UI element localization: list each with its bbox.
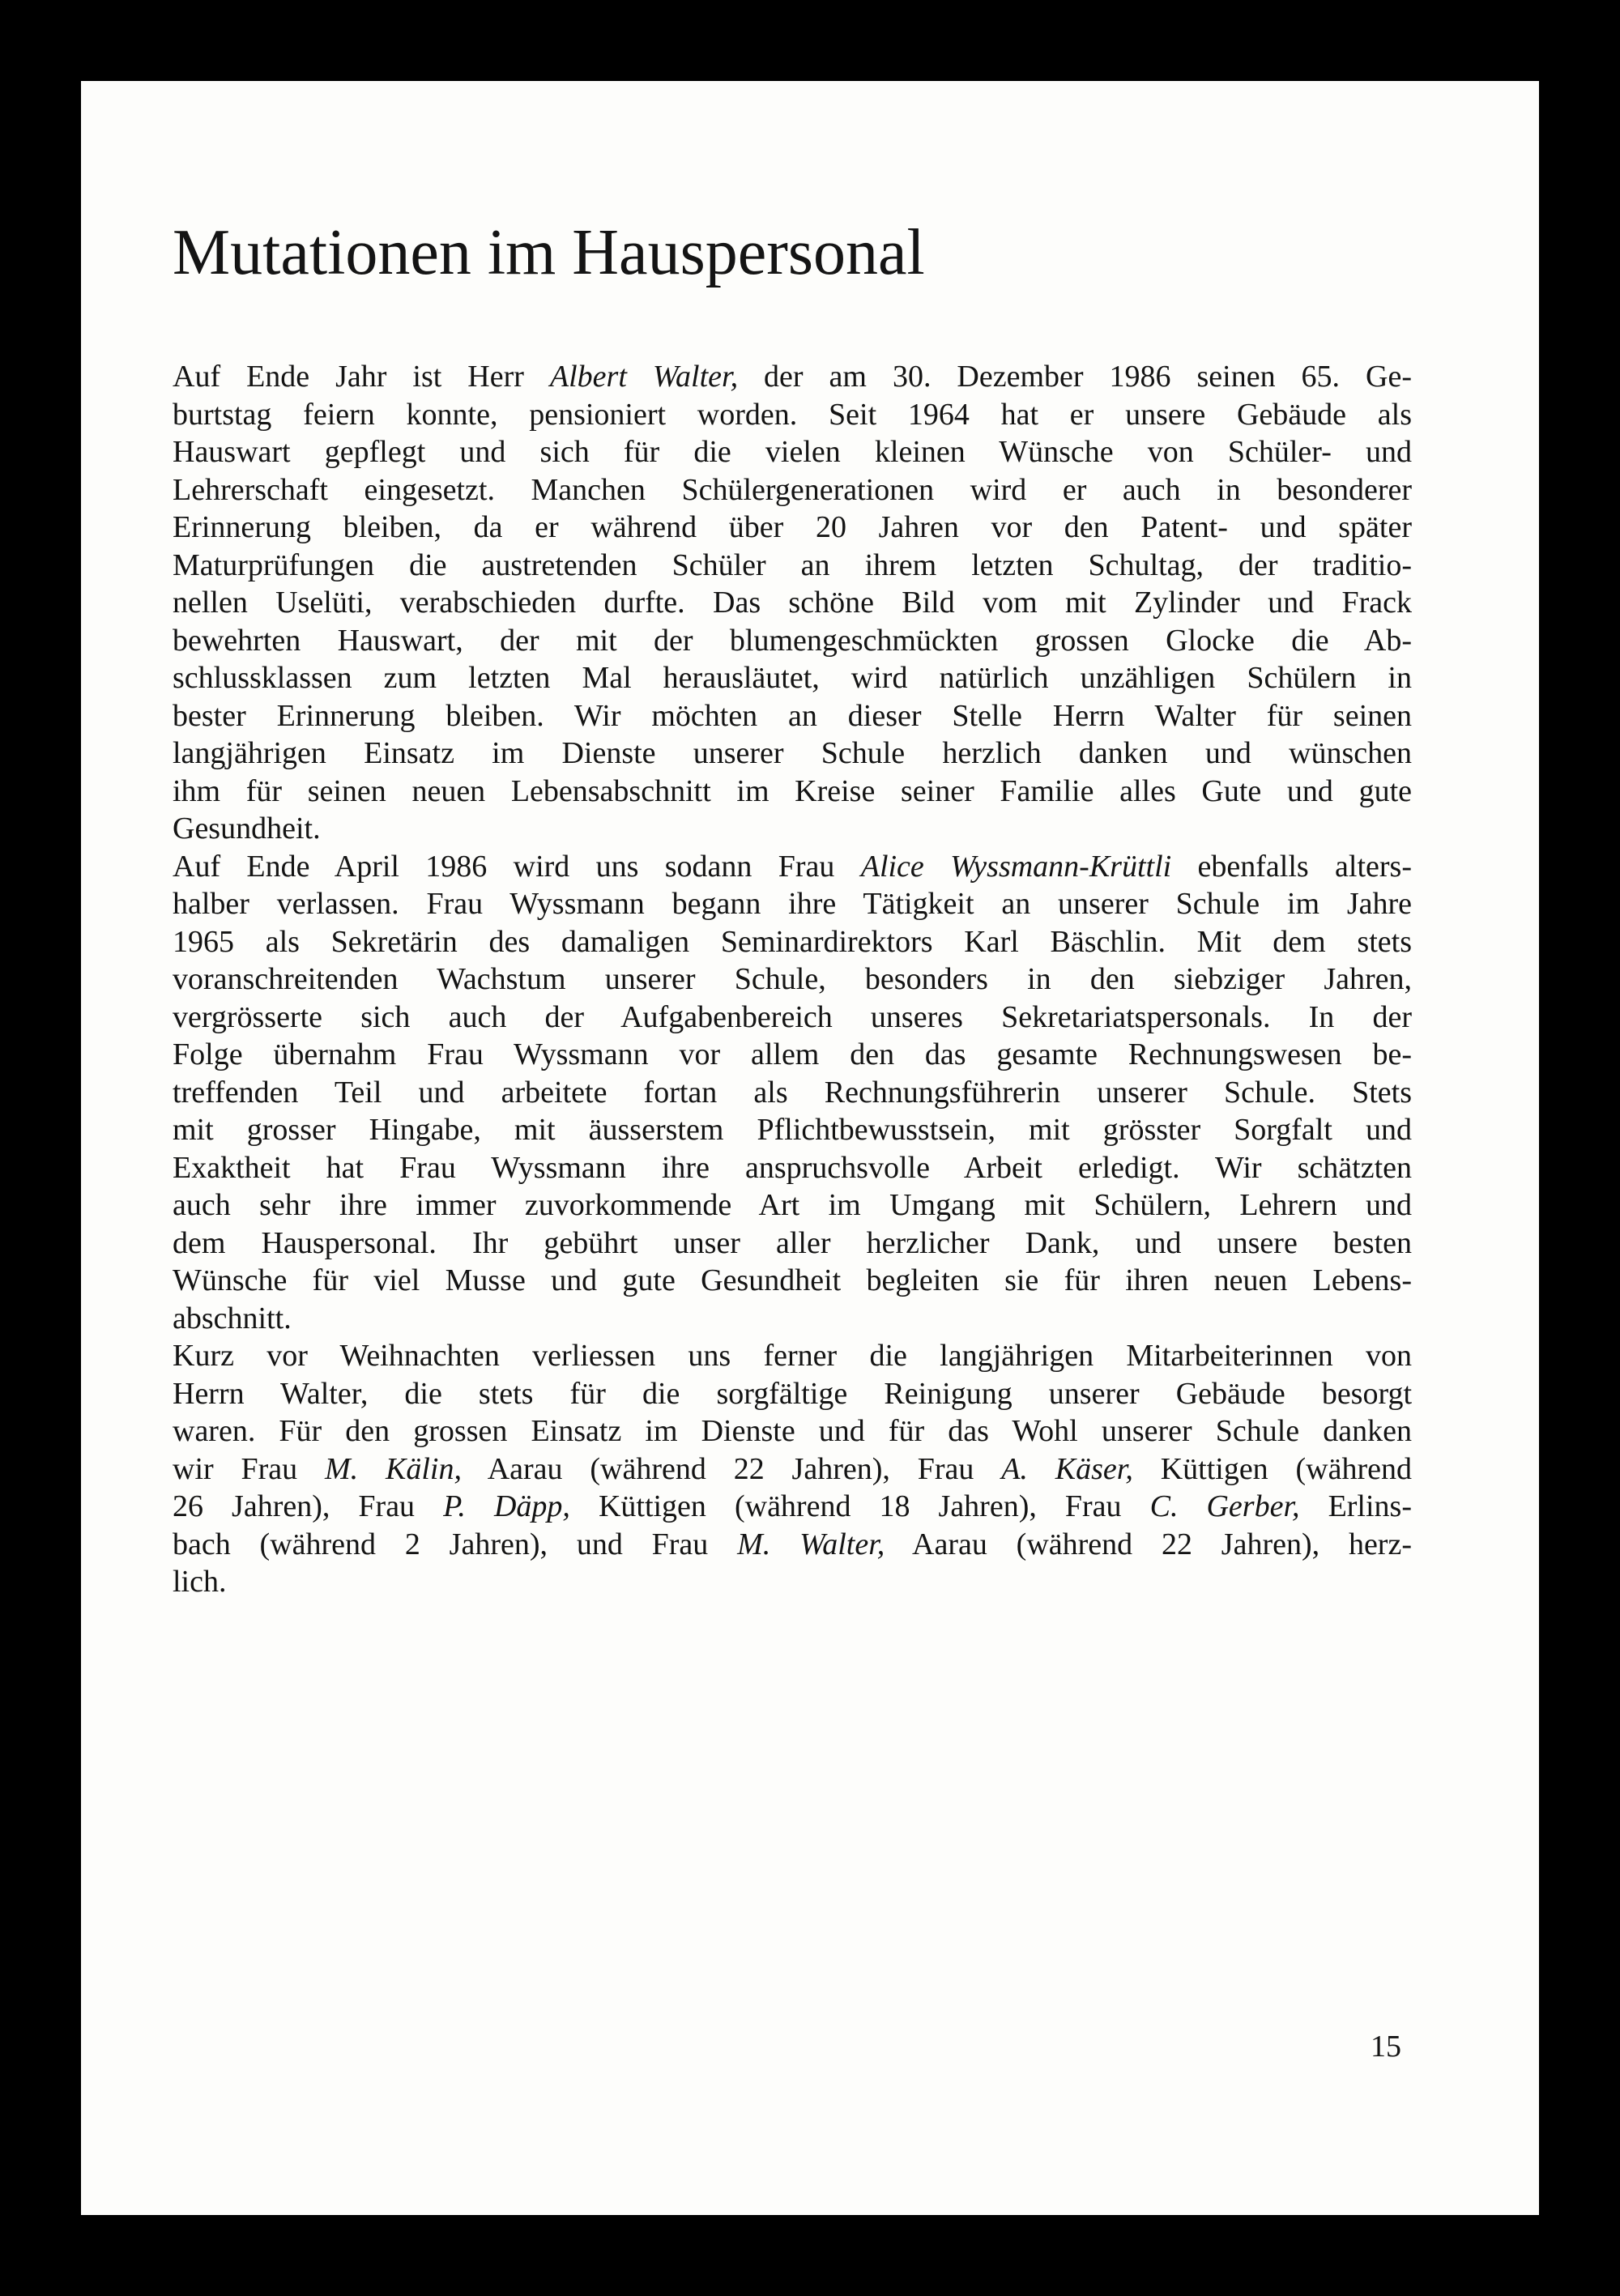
text-line <box>173 923 1412 961</box>
text-run: Maturprüfungen die austretenden Schüler an ihrem letzten Schultag, der traditio- <box>173 547 1412 582</box>
text-run: Kurz vor Weihnachten verliessen uns ferner die langjährigen Mitarbeiterinnen von <box>173 1339 1412 1373</box>
text-run: ihm für seinen neuen Lebensabschnitt im Kreise seiner Familie alles Gute und gute <box>173 773 1412 808</box>
text-run: 1965 als Sekretärin des damaligen Seminardirektors Karl Bäschlin. Mit dem stets <box>173 924 1412 959</box>
text-run: Gesundheit. <box>173 811 321 846</box>
text-run: vergrösserte sich auch der Aufgabenbereich unseres Sekretariatspersonals. In der <box>173 999 1412 1034</box>
text-line <box>173 1337 1412 1375</box>
text-line <box>173 622 1412 660</box>
text-line <box>173 584 1412 622</box>
text-run: Wünsche für viel Musse und gute Gesundheit begleiten sie für ihren neuen Lebens- <box>173 1263 1412 1297</box>
text-line <box>173 1412 1412 1450</box>
text-line <box>173 471 1412 509</box>
text-line <box>173 1074 1412 1112</box>
text-run: bach (während 2 Jahren), und Frau <box>173 1527 738 1561</box>
text-line <box>173 1563 1412 1601</box>
text-line <box>173 1300 1412 1338</box>
text-line <box>173 735 1412 773</box>
text-line <box>173 1262 1412 1300</box>
text-run: Folge übernahm Frau Wyssmann vor allem den das gesamte Rechnungswesen be- <box>173 1037 1412 1071</box>
text-run: dem Hauspersonal. Ihr gebührt unser aller herzlicher Dank, und unsere besten <box>173 1225 1412 1260</box>
text-line <box>173 1526 1412 1564</box>
text-line <box>173 1149 1412 1187</box>
text-run: der am 30. Dezember 1986 seinen 65. Ge- <box>738 360 1412 394</box>
page-title: Mutationen im Hauspersonal <box>173 217 925 288</box>
text-line <box>173 396 1412 434</box>
italic-name: P. Däpp, <box>443 1489 570 1523</box>
text-line <box>173 1111 1412 1149</box>
text-run: abschnitt. <box>173 1301 292 1335</box>
text-run: lich. <box>173 1565 227 1599</box>
italic-name: Albert Walter, <box>549 360 739 394</box>
text-run: langjährigen Einsatz im Dienste unserer Schule herzlich danken und wünschen <box>173 736 1412 770</box>
text-run: bewehrten Hauswart, der mit der blumengeschmückten grossen Glocke die Ab- <box>173 623 1412 658</box>
text-run: voranschreitenden Wachstum unserer Schule, besonders in den siebziger Jahren, <box>173 962 1412 996</box>
text-run: Erinnerung bleiben, da er während über 20 Jahren vor den Patent- und später <box>173 510 1412 544</box>
text-run: wir Frau <box>173 1451 325 1486</box>
text-run: nellen Uselüti, verabschieden durfte. Das schöne Bild vom mit Zylinder und Frack <box>173 586 1412 620</box>
text-line <box>173 547 1412 585</box>
italic-name: M. Walter, <box>737 1527 885 1561</box>
text-line <box>173 433 1412 471</box>
italic-name: Alice Wyssmann-Krüttli <box>860 849 1172 884</box>
text-run: burtstag feiern konnte, pensioniert worden. Seit 1964 hat er unsere Gebäude als <box>173 397 1412 432</box>
text-line <box>173 697 1412 735</box>
text-run: Hauswart gepflegt und sich für die vielen kleinen Wünsche von Schüler- und <box>173 435 1412 469</box>
text-line <box>173 509 1412 547</box>
text-run: Aarau (während 22 Jahren), herz- <box>885 1527 1412 1561</box>
text-line <box>173 358 1412 396</box>
text-line <box>173 999 1412 1037</box>
text-line <box>173 1036 1412 1074</box>
text-line <box>173 810 1412 848</box>
text-line <box>173 848 1412 886</box>
text-run: Küttigen (während <box>1132 1451 1413 1486</box>
text-run: waren. Für den grossen Einsatz im Dienste und für das Wohl unserer Schule danken <box>173 1414 1412 1448</box>
text-run: auch sehr ihre immer zuvorkommende Art im Umgang mit Schülern, Lehrern und <box>173 1188 1412 1222</box>
text-run: ebenfalls alters- <box>1171 849 1412 884</box>
text-line <box>173 1225 1412 1263</box>
article-body <box>173 358 1412 1601</box>
text-run: Exaktheit hat Frau Wyssmann ihre anspruchsvolle Arbeit erledigt. Wir schätzten <box>173 1150 1412 1185</box>
text-line <box>173 961 1412 999</box>
text-run: Auf Ende April 1986 wird uns sodann Frau <box>173 849 861 884</box>
text-run: halber verlassen. Frau Wyssmann begann ihre Tätigkeit an unserer Schule im Jahre <box>173 887 1412 921</box>
text-run: schlussklassen zum letzten Mal herausläutet, wird natürlich unzähligen Schülern in <box>173 661 1412 695</box>
text-line <box>173 1186 1412 1225</box>
page-number: 15 <box>1371 2030 1401 2064</box>
text-line <box>173 1488 1412 1526</box>
italic-name: C. Gerber, <box>1149 1489 1300 1523</box>
italic-name: M. Kälin, <box>325 1451 462 1486</box>
text-run: Küttigen (während 18 Jahren), Frau <box>569 1489 1150 1523</box>
text-line <box>173 773 1412 811</box>
text-run: Erlins- <box>1299 1489 1412 1523</box>
document-page <box>81 81 1539 2215</box>
text-line <box>173 1450 1412 1489</box>
italic-name: A. Käser, <box>1001 1451 1133 1486</box>
text-run: mit grosser Hingabe, mit äusserstem Pflichtbewusstsein, mit grösster Sorgfalt und <box>173 1113 1412 1147</box>
text-run: Auf Ende Jahr ist Herr <box>173 360 550 394</box>
text-run: Herrn Walter, die stets für die sorgfältige Reinigung unserer Gebäude besorgt <box>173 1376 1412 1411</box>
text-run: Aarau (während 22 Jahren), Frau <box>461 1451 1002 1486</box>
text-line <box>173 885 1412 923</box>
text-line <box>173 659 1412 697</box>
text-run: 26 Jahren), Frau <box>173 1489 444 1523</box>
text-run: treffenden Teil und arbeitete fortan als Rechnungsführerin unserer Schule. Stets <box>173 1075 1412 1110</box>
text-line <box>173 1375 1412 1413</box>
text-run: bester Erinnerung bleiben. Wir möchten an dieser Stelle Herrn Walter für seinen <box>173 698 1412 733</box>
text-run: Lehrerschaft eingesetzt. Manchen Schülergenerationen wird er auch in besonderer <box>173 472 1412 507</box>
